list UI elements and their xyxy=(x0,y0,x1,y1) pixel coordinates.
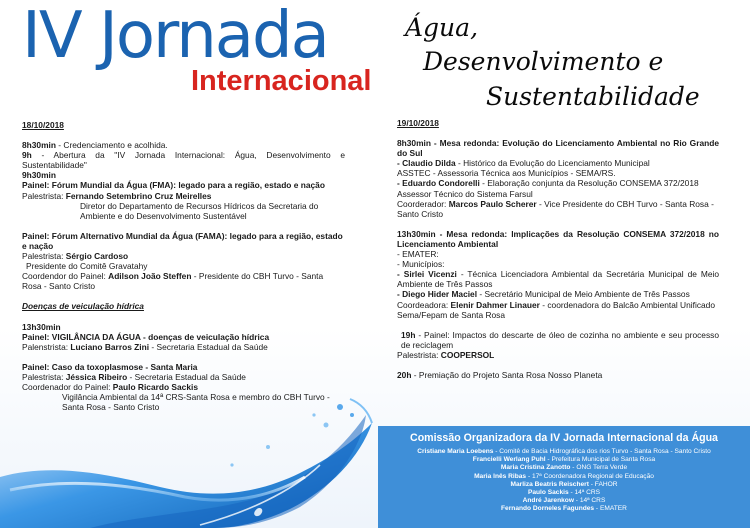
member-role: - 14ª CRS xyxy=(568,489,601,497)
coordinator-role: Vigilância Ambiental da 14ª CRS-Santa Rosa e membro do CBH Turvo - Santa Rosa - Santo Cristo xyxy=(62,392,330,413)
member-name: Maria Cristina Zanotto xyxy=(500,464,571,472)
coordinator-label: Coorderador: xyxy=(397,198,449,209)
participant-topic: - Secretário Municipal de Meio Ambiente de Três Passos xyxy=(477,289,690,300)
committee-member xyxy=(378,464,750,472)
speaker-name: Jéssica Ribeiro xyxy=(65,371,128,382)
item-text: - Painel: Impactos do descarte de óleo de cozinha no ambiente e seu processo de reciclagem xyxy=(401,329,719,350)
speaker-name: Luciano Barros Zini xyxy=(70,341,150,352)
theme-line-3: Sustentabilidade xyxy=(486,82,700,111)
round-table-title: 13h30min - Mesa redonda: Implicações da Resolução CONSEMA 372/2018 no Licenciamento Ambiental xyxy=(397,228,719,249)
member-name: Marliza Beatris Reischert xyxy=(510,480,589,488)
speaker-role: - Secretaria Estadual da Saúde xyxy=(149,341,268,352)
panel-title: Painel: Fórum Alternativo Mundial da Água (FAMA): legado para a região, estado e nação xyxy=(22,230,343,251)
theme-line-1: Água, xyxy=(405,13,479,42)
coordinator-label: Coordenador do Painel: xyxy=(22,381,113,392)
round-table-participant xyxy=(397,269,719,289)
member-name: Maria Inês Ribas xyxy=(474,472,527,480)
section-heading: Doenças de veiculação hídrica xyxy=(22,301,144,312)
speaker-label: Palestrista: xyxy=(397,349,441,360)
coordinator-name: Marcos Paulo Scherer xyxy=(448,198,537,209)
committee-member xyxy=(378,481,750,489)
coordinator-role: - Vice Presidente do CBH Turvo - Santa Rosa - Santo Cristo xyxy=(397,198,714,219)
coordinator-name: Paulo Ricardo Sackis xyxy=(112,381,198,392)
member-role: - 14ª CRS xyxy=(573,497,606,505)
participant-organization: ASSTEC - Assessoria Técnica aos Municípios - SEMA/RS. xyxy=(397,168,616,179)
speaker-role: Diretor do Departamento de Recursos Hídricos da Secretaria do Ambiente e do Desenvolvimento Sustentável xyxy=(80,200,319,221)
participant-name: - Sirlei Vicenzi xyxy=(397,269,457,280)
panel-coordinator xyxy=(22,271,345,291)
speaker-label: Palenstrista: xyxy=(22,341,71,352)
committee-title: Comissão Organizadora da IV Jornada Internacional da Água xyxy=(410,432,718,444)
speaker-name: Sérgio Cardoso xyxy=(65,251,129,262)
day1-date: 18/10/2018 xyxy=(22,120,64,130)
speaker-label: Palestrista: xyxy=(22,190,66,201)
participant-name: - Claudio Dilda xyxy=(397,158,456,169)
participant-topic: - Histórico da Evolução do Licenciamento Municipal xyxy=(455,158,650,169)
item-text: - Premiação do Projeto Santa Rosa Nosso Planeta xyxy=(411,369,603,380)
member-name: Cristiane Maria Loebens xyxy=(417,448,494,455)
organizing-committee-box xyxy=(378,426,750,528)
committee-member xyxy=(378,497,750,505)
schedule-item xyxy=(22,150,345,170)
member-name: Francielli Werlang Puhl xyxy=(472,456,546,464)
member-name: Fernando Dorneles Fagundes xyxy=(501,505,595,513)
participant-group: - Municípios: xyxy=(397,259,445,270)
panel-speaker xyxy=(397,350,719,360)
member-role: - Comitê de Bacia Hidrográfica dos rios Turvo - Santa Rosa - Santo Cristo xyxy=(493,448,711,455)
member-role: - 17ª Coordenadora Regional de Educação xyxy=(526,472,654,480)
round-table-title: 8h30min - Mesa redonda: Evolução do Licenciamento Ambiental no Rio Grande do Sul xyxy=(397,138,719,159)
panel-speaker xyxy=(22,342,345,352)
speaker-name: Fernando Setembrino Cruz Meirelles xyxy=(65,190,212,201)
round-table-participant xyxy=(397,158,719,168)
panel-coordinator xyxy=(22,382,345,392)
committee-member xyxy=(378,473,750,481)
member-role: - EMATER xyxy=(594,505,627,513)
panel-title: Painel: Fórum Mundial da Água (FMA): legado para a região, estado e nação xyxy=(22,180,325,191)
talk-item xyxy=(397,330,719,350)
speaker-role: Presidente do Comitê Gravatahy xyxy=(26,261,148,272)
committee-list xyxy=(378,448,750,514)
panel-speaker xyxy=(22,372,345,382)
event-subtitle-internacional: Internacional xyxy=(191,65,372,97)
item-time: 20h xyxy=(397,369,412,380)
member-role: - ONG Terra Verde xyxy=(570,464,628,472)
participant-name: - Eduardo Condorelli xyxy=(397,178,480,189)
speaker-name: COOPERSOL xyxy=(440,349,495,360)
event-title: IV Jornada xyxy=(22,0,328,73)
item-time: 9h xyxy=(22,150,32,161)
schedule-item xyxy=(22,140,345,150)
round-table-coordinator xyxy=(397,199,719,219)
round-table-participant xyxy=(397,178,719,188)
committee-member xyxy=(378,448,750,456)
panel-speaker xyxy=(22,251,345,261)
coordinator-name: Adilson João Steffen xyxy=(108,271,192,282)
participant-topic: - Técnica Licenciadora Ambiental da Secretária Municipal de Meio Ambiente de Três Passos xyxy=(397,269,719,290)
coordinator-label: Coordendor do Painel: xyxy=(22,271,109,282)
committee-member xyxy=(378,456,750,464)
panel-title: Painel: VIGILÂNCIA DA ÁGUA - doenças de veiculação hídrica xyxy=(22,331,270,342)
item-time: 8h30min xyxy=(22,140,56,151)
member-role: - FAHOR xyxy=(588,480,618,488)
item-time: 13h30min xyxy=(22,321,61,332)
speaker-label: Palestrista: xyxy=(22,371,66,382)
day2-schedule xyxy=(397,118,719,380)
round-table-coordinator xyxy=(397,300,719,320)
round-table-participant xyxy=(397,289,719,299)
item-text: - Credenciamento e acolhida. xyxy=(55,140,168,151)
panel-title: Painel: Caso da toxoplasmose - Santa Maria xyxy=(22,361,198,372)
participant-topic: - Elaboração conjunta da Resolução CONSEMA 372/2018 xyxy=(479,178,699,189)
speaker-label: Palestrista: xyxy=(22,251,66,262)
award-item xyxy=(397,370,719,380)
theme-line-2: Desenvolvimento e xyxy=(423,47,664,76)
committee-member xyxy=(378,489,750,497)
panel-speaker xyxy=(22,191,345,201)
member-role: - Prefeitura Municipal de Santa Rosa xyxy=(545,456,656,464)
coordinator-role: - coordenadora do Balcão Ambiental Unificado Sema/Fepam de Santa Rosa xyxy=(397,299,715,320)
coordinator-name: Elenir Dahmer Linauer xyxy=(450,299,540,310)
participant-name: - Diego Hider Maciel xyxy=(397,289,478,300)
item-time: 19h xyxy=(401,329,416,340)
day1-schedule xyxy=(22,120,345,412)
participant-group: - EMATER: xyxy=(397,249,439,260)
item-text: - Abertura da "IV Jornada Internacional: Água, Desenvolvimento e Sustentabilidade" xyxy=(22,150,345,171)
coordinator-label: Coordeadora: xyxy=(397,299,451,310)
committee-member xyxy=(378,505,750,513)
participant-organization: Assessor Técnico do Sistema Farsul xyxy=(397,188,533,199)
member-name: Paulo Sackis xyxy=(527,489,569,497)
day2-date: 19/10/2018 xyxy=(397,118,439,128)
speaker-role: - Secretaria Estadual da Saúde xyxy=(127,371,246,382)
coordinator-role: - Presidente do CBH Turvo - Santa Rosa - Santo Cristo xyxy=(22,271,324,292)
member-name: André Jarenkow xyxy=(522,497,574,505)
item-time: 9h30min xyxy=(22,170,56,181)
